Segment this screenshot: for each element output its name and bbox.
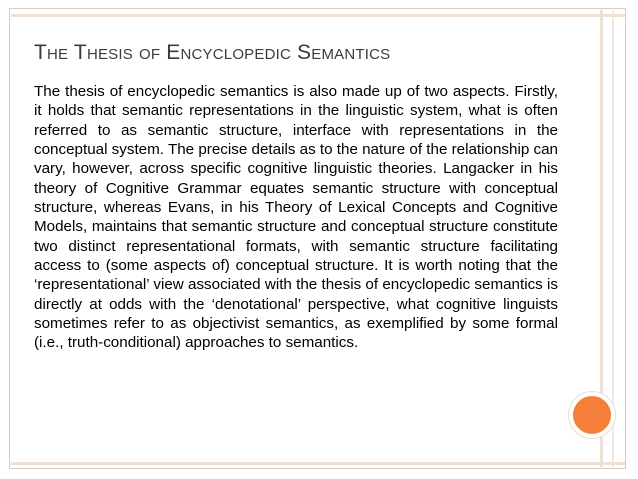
decorative-bottom-line [11, 462, 625, 465]
slide-title: The Thesis of Encyclopedic Semantics [34, 41, 391, 64]
decorative-top-line [11, 14, 625, 17]
slide-body-text: The thesis of encyclopedic semantics is also made up of two aspects. Firstly, it holds that semantic representations in the linguistic system, what is often referred to as semantic structure, interface with representations in the conceptual system. The precise details as to the nature of the relationship can vary, however, across specific cognitive linguistic theories. Langacker in his theory of Cognitive Grammar equates semantic structure with conceptual structure, whereas Evans, in his Theory of Lexical Concepts and Cognitive Models, maintains that semantic structure and conceptual structure constitute two distinct representational formats, with semantic structure facilitating access to (some aspects of) conceptual structure. It is worth noting that the ‘representational’ view associated with the thesis of encyclopedic semantics is directly at odds with the ‘denotational’ perspective, what cognitive linguists sometimes refer to as objectivist semantics, as exemplified by some formal (i.e., truth-conditional) approaches to semantics. [34, 83, 558, 352]
decorative-right-outer-line [612, 10, 614, 467]
orange-circle-decoration [569, 392, 615, 438]
